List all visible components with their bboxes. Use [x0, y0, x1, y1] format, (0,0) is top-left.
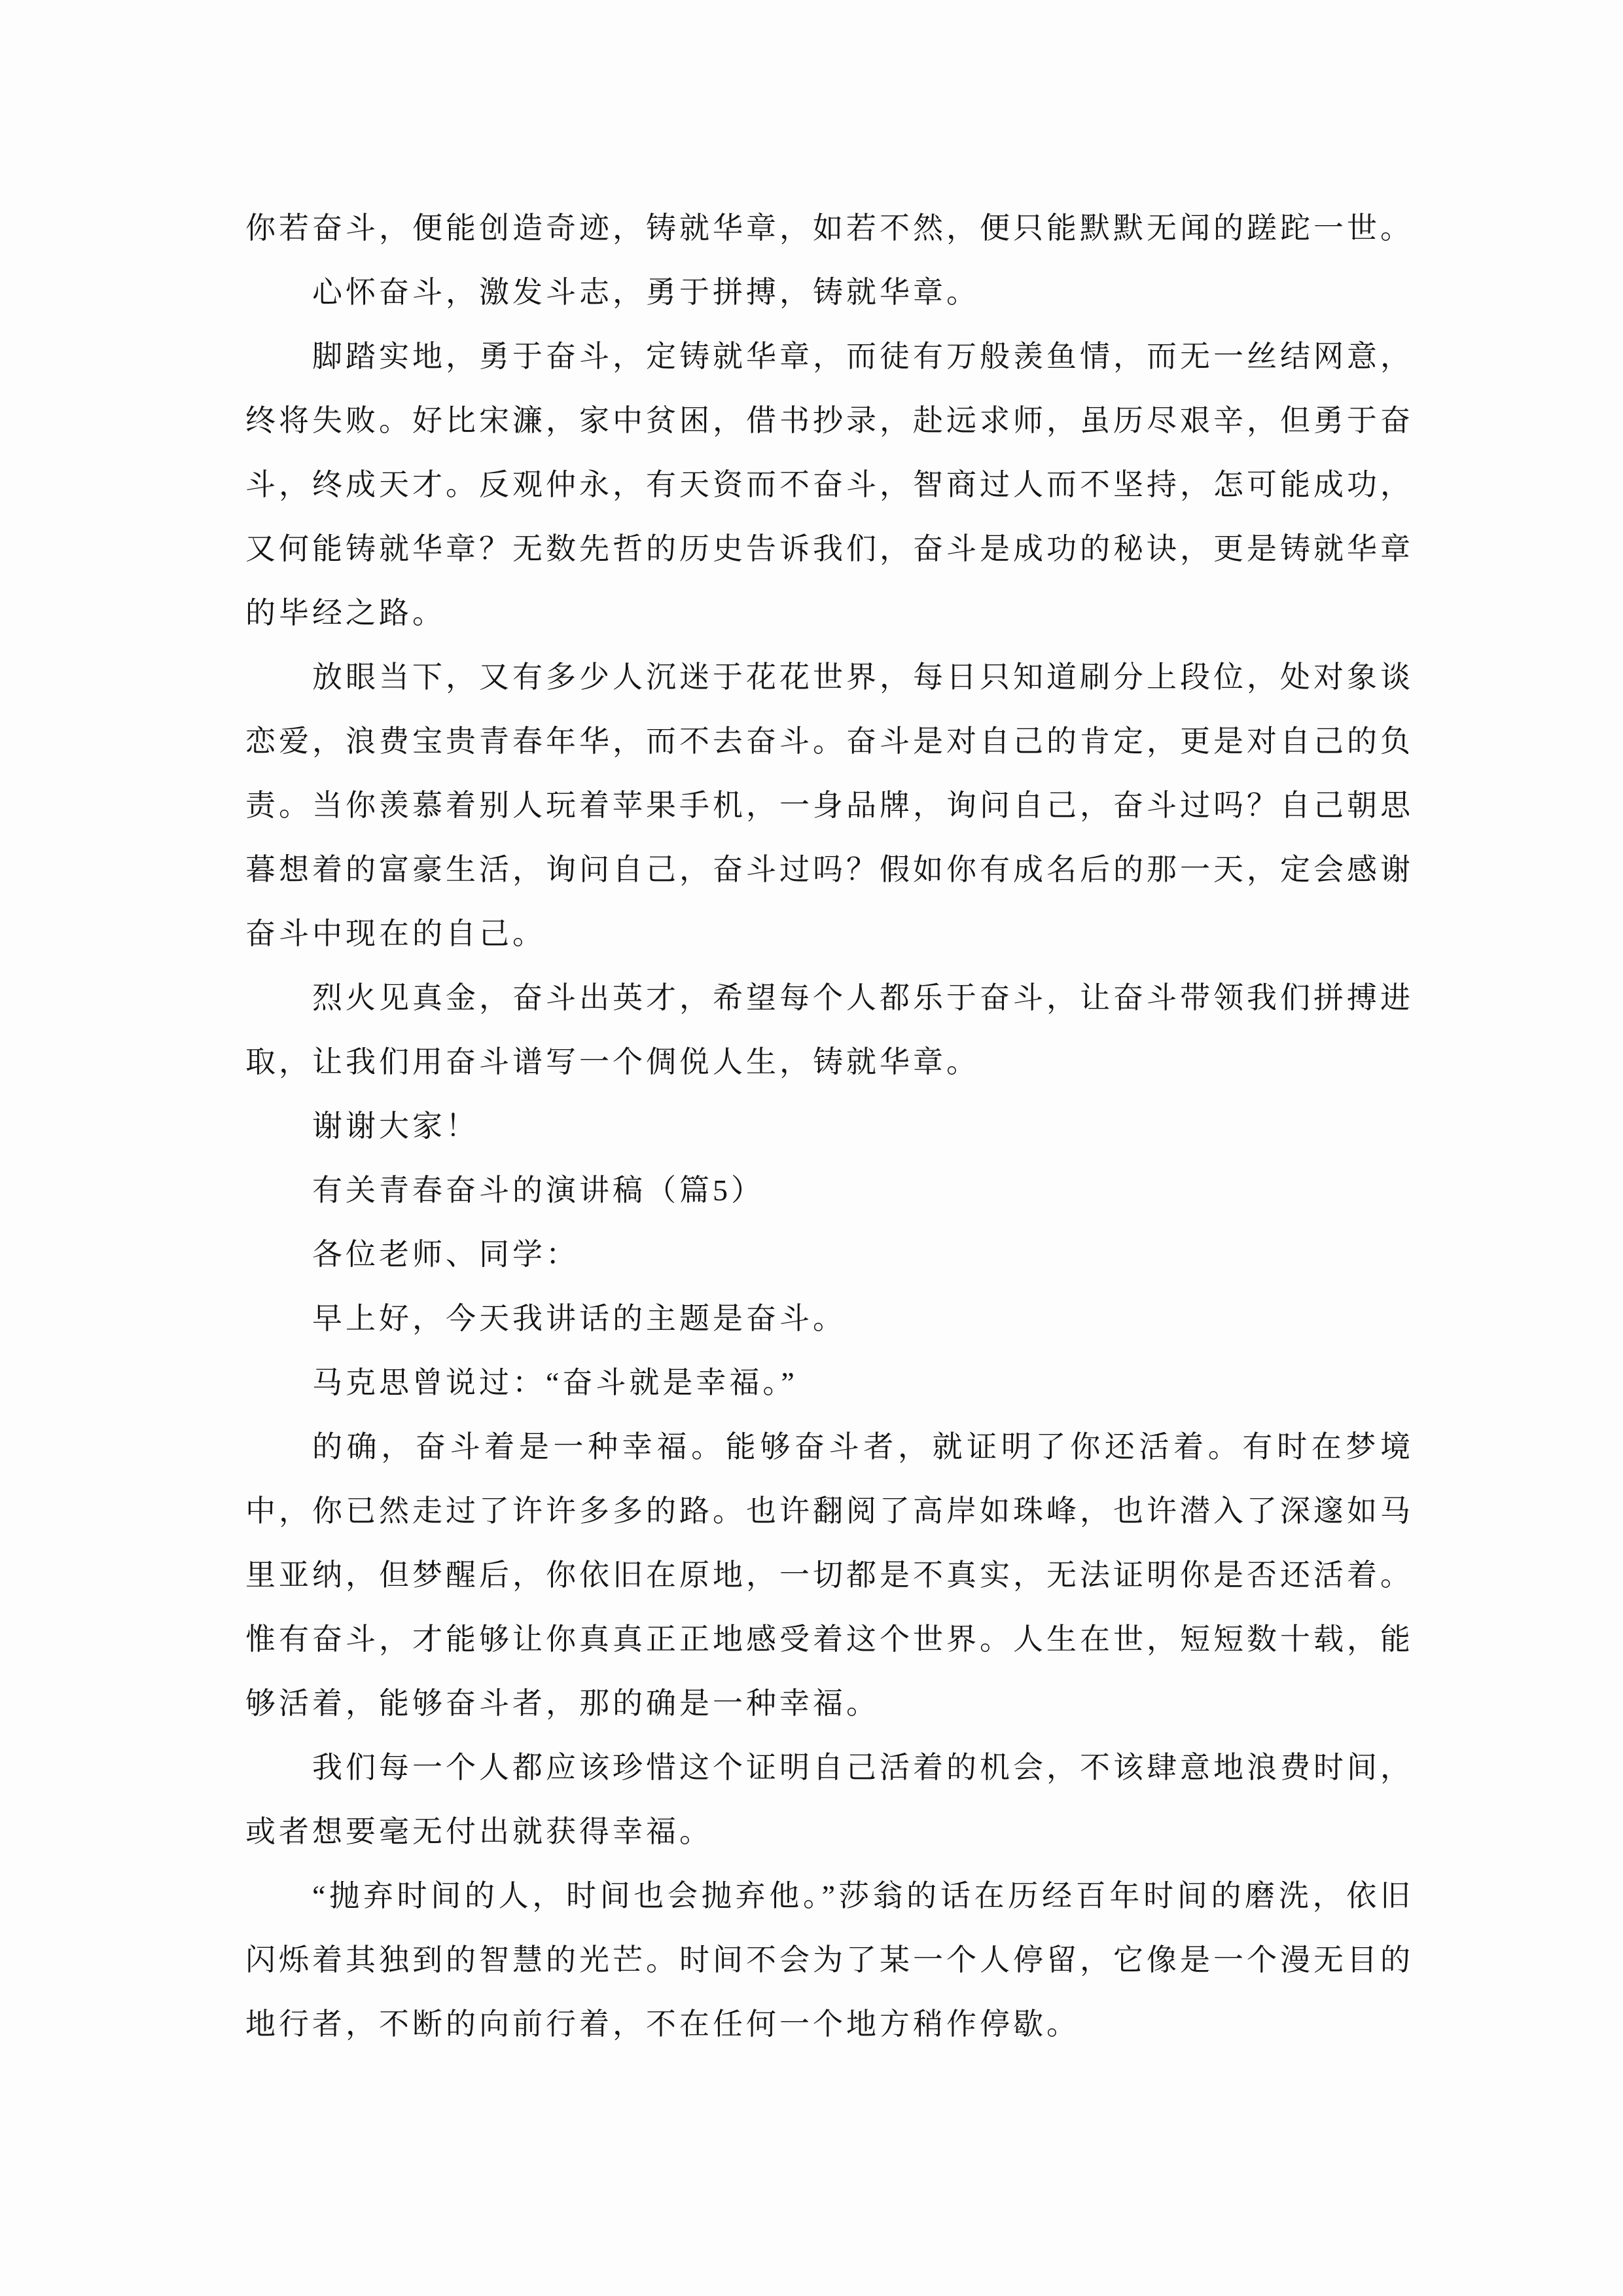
paragraph: 谢谢大家！ [312, 1109, 479, 1143]
paragraph: 放眼当下，又有多少人沉迷于花花世界，每日只知道刷分上段位，处对象谈恋爱，浪费宝贵青春年华，而不去奋斗。奋斗是对自己的肯定，更是对自己的负责。当你羡慕着别人玩着苹果手机，一身品牌，询问自己，奋斗过吗？自己朝思暮想着的富豪生活，询问自己，奋斗过吗？假如你有成名后的那一天，定会感谢奋斗中现在的自己。 [245, 660, 1414, 950]
paragraph: 有关青春奋斗的演讲稿（篇5） [312, 1174, 764, 1207]
paragraph: 烈火见真金，奋斗出英才，希望每个人都乐于奋斗，让奋斗带领我们拼搏进取，让我们用奋斗谱写一个倜侻人生，铸就华章。 [245, 981, 1414, 1079]
document-body [245, 196, 1414, 2056]
paragraph: 我们每一个人都应该珍惜这个证明自己活着的机会，不该肆意地浪费时间，或者想要毫无付出就获得幸福。 [245, 1751, 1414, 1848]
paragraph: 各位老师、同学： [312, 1238, 579, 1271]
paragraph: 你若奋斗，便能创造奇迹，铸就华章，如若不然，便只能默默无闻的蹉跎一世。 [245, 211, 1414, 245]
paragraph: 脚踏实地，勇于奋斗，定铸就华章，而徒有万般羡鱼情，而无一丝结网意，终将失败。好比宋濂，家中贫困，借书抄录，赴远求师，虽历尽艰辛，但勇于奋斗，终成天才。反观仲永，有天资而不奋斗，智商过人而不坚持，怎可能成功，又何能铸就华章？无数先哲的历史告诉我们，奋斗是成功的秘诀，更是铸就华章的毕经之路。 [245, 340, 1414, 630]
paragraph: 马克思曾说过：“奋斗就是幸福。” [312, 1366, 798, 1399]
paragraph: “抛弃时间的人，时间也会抛弃他。”莎翁的话在历经百年时间的磨洗，依旧闪烁着其独到的智慧的光芒。时间不会为了某一个人停留，它像是一个漫无目的地行者，不断的向前行着，不在任何一个地方稍作停歇。 [245, 1879, 1414, 2041]
paragraph: 的确，奋斗着是一种幸福。能够奋斗者，就证明了你还活着。有时在梦境中，你已然走过了许许多多的路。也许翻阅了高岸如珠峰，也许潜入了深邃如马里亚纳，但梦醒后，你依旧在原地，一切都是不真实，无法证明你是否还活着。惟有奋斗，才能够让你真真正正地感受着这个世界。人生在世，短短数十载，能够活着，能够奋斗者，那的确是一种幸福。 [245, 1430, 1414, 1720]
paragraph: 早上好，今天我讲话的主题是奋斗。 [312, 1302, 846, 1335]
paragraph: 心怀奋斗，激发斗志，勇于拼搏，铸就华章。 [312, 276, 980, 309]
